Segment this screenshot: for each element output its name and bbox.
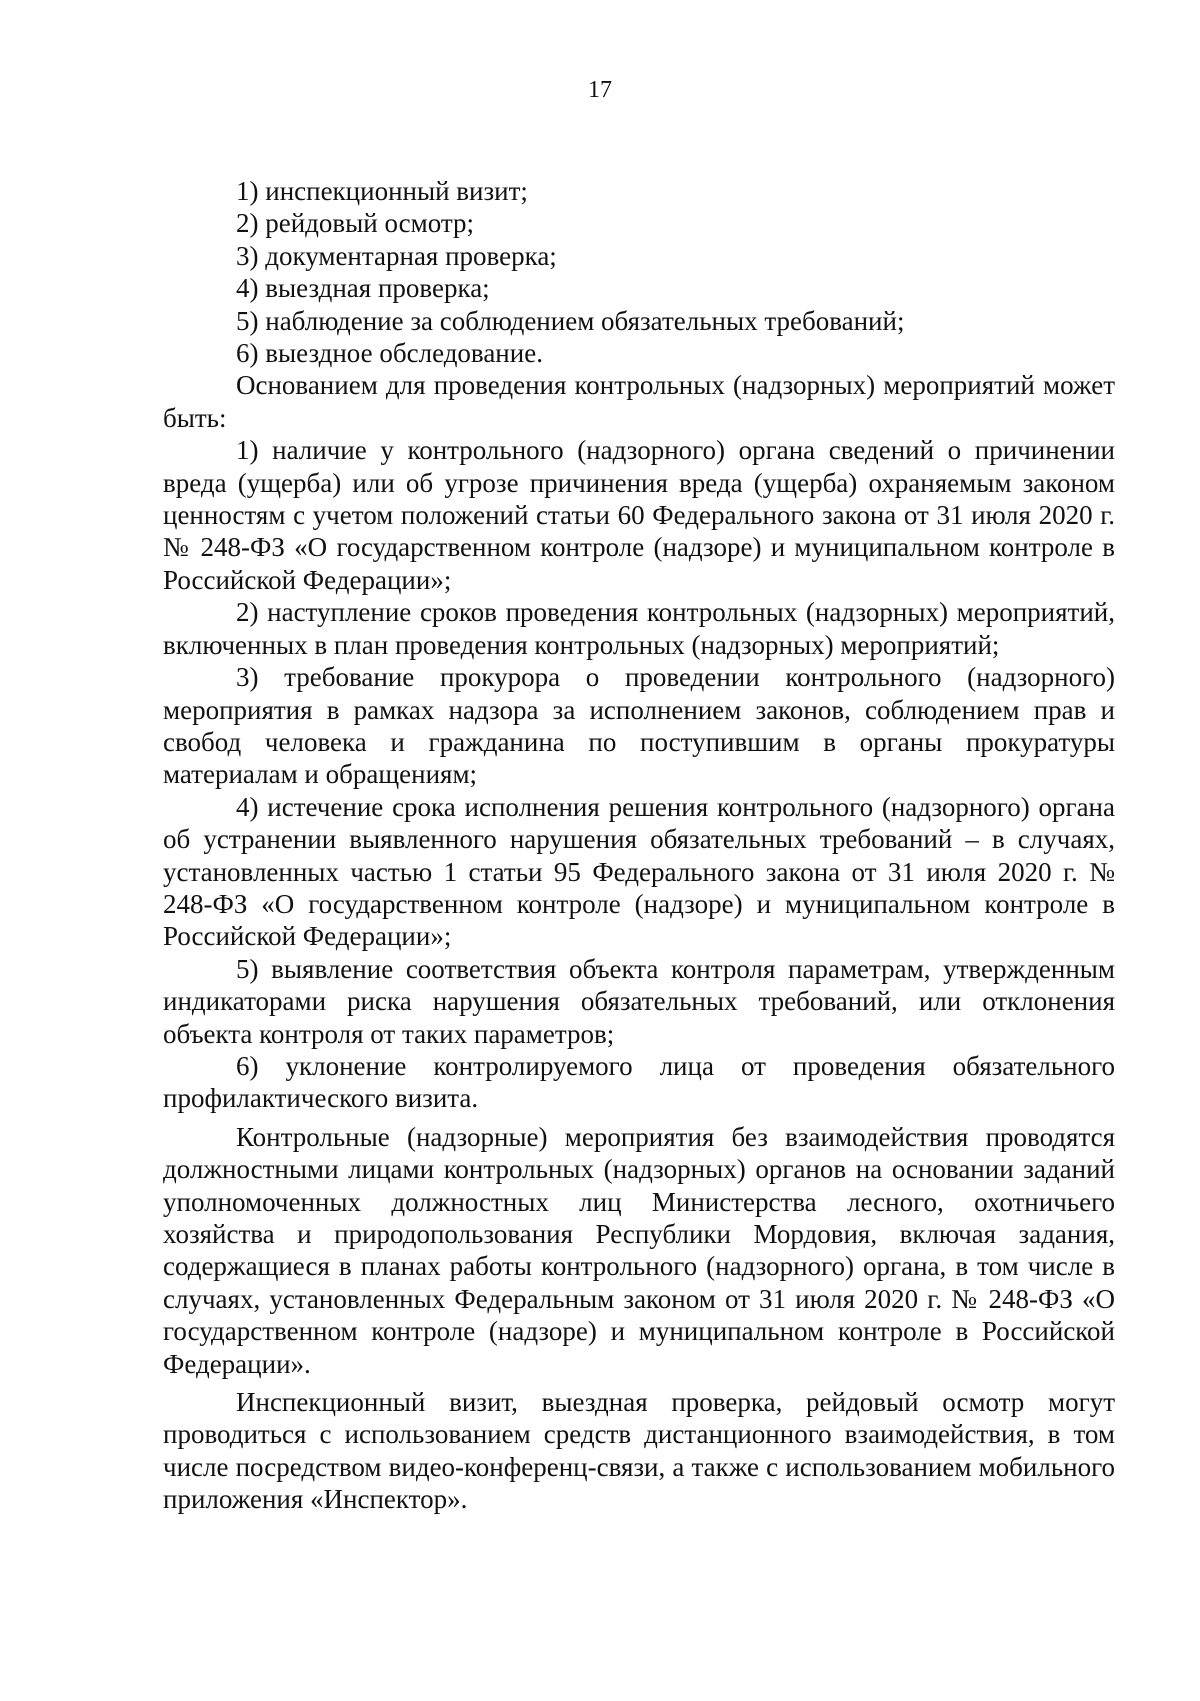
grounds-list — [163, 434, 1115, 1115]
grounds-item: 1) наличие у контрольного (надзорного) органа сведений о причинении вреда (ущерба) или об угрозе причинения вреда (ущерба) охраняемым законом ценностям с учетом положений статьи 60 Федерального закона от 31 июля 2020 г. № 248-ФЗ «О государственном контроле (надзоре) и муниципальном контроле в Российской Федерации»; — [163, 435, 1115, 595]
grounds-item: 3) требование прокурора о проведении контрольного (надзорного) мероприятия в рамках надзора за исполнением законов, соблюдением прав и свобод человека и гражданина по поступившим в органы прокуратуры материалам и обращениям; — [163, 662, 1115, 790]
grounds-item: 4) истечение срока исполнения решения контрольного (надзорного) органа об устранении выявленного нарушения обязательных требований – в случаях, установленных частью 1 статьи 95 Федерального закона от 31 июля 2020 г. № 248-ФЗ «О государственном контроле (надзоре) и муниципальном контроле в Российской Федерации»; — [163, 791, 1115, 952]
list-item: 5) наблюдение за соблюдением обязательных требований; — [236, 305, 905, 336]
grounds-intro-paragraph: Основанием для проведения контрольных (надзорных) мероприятий может быть: — [163, 370, 1115, 433]
list-item: 2) рейдовый осмотр; — [236, 208, 475, 239]
list-item: 4) выездная проверка; — [236, 273, 490, 304]
list-item: 1) инспекционный визит; — [236, 176, 528, 206]
remote-interaction-paragraph: Инспекционный визит, выездная проверка, рейдовый осмотр могут проводиться с использованием средств дистанционного взаимодействия, в том числе посредством видео-конференц-связи, а также с использованием мобильного приложения «Инспектор». — [163, 1387, 1115, 1515]
event-types-list — [163, 175, 1115, 369]
grounds-item: 6) уклонение контролируемого лица от проведения обязательного профилактического визита. — [163, 1050, 1115, 1114]
list-item: 6) выездное обследование. — [236, 338, 543, 369]
list-item: 3) документарная проверка; — [236, 240, 557, 271]
page-number: 17 — [588, 77, 612, 103]
grounds-item: 5) выявление соответствия объекта контроля параметрам, утвержденным индикаторами риска нарушения обязательных требований, или отклонения объекта контроля от таких параметров; — [163, 953, 1115, 1049]
no-interaction-paragraph: Контрольные (надзорные) мероприятия без взаимодействия проводятся должностными лицами контрольных (надзорных) органов на основании заданий уполномоченных должностных лиц Министерства лесного, охотничьего хозяйства и природопользования Республики Мордовия, включая задания, содержащиеся в планах работы контрольного (надзорного) органа, в том числе в случаях, установленных Федеральным законом от 31 июля 2020 г. № 248-ФЗ «О государственном контроле (надзоре) и муниципальном контроле в Российской Федерации». — [163, 1121, 1115, 1379]
document-body — [163, 175, 1115, 1516]
grounds-item: 2) наступление сроков проведения контрольных (надзорных) мероприятий, включенных в план проведения контрольных (надзорных) мероприятий; — [163, 597, 1115, 660]
